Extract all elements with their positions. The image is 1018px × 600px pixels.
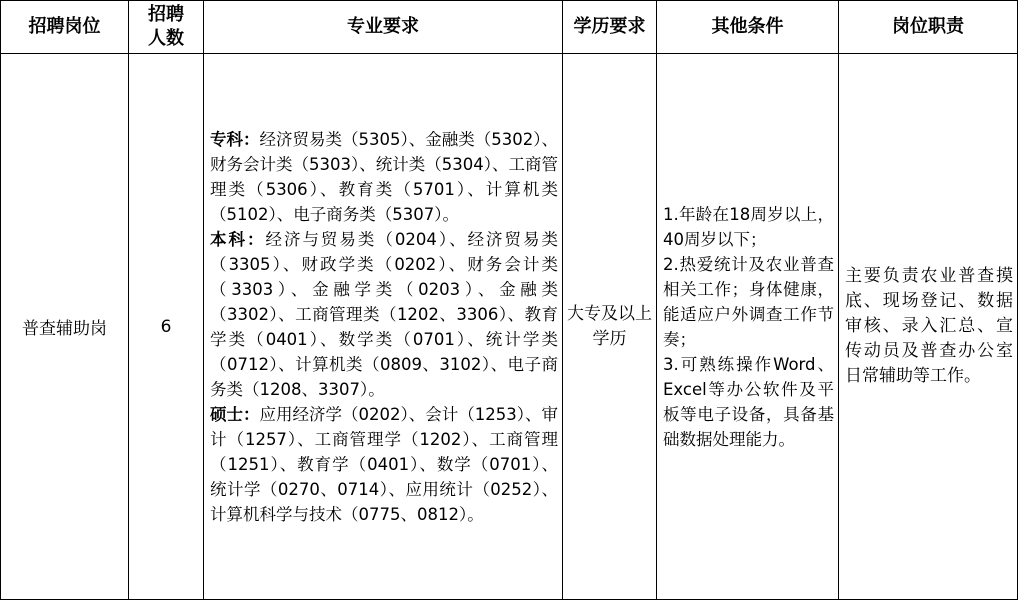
major-item: [210, 227, 558, 402]
header-major: 专业要求: [204, 1, 563, 54]
header-education: 学历要求: [563, 1, 657, 54]
cell-major: [204, 54, 563, 600]
major-text: 应用经济学（0202）、会计（1253）、审计（1257）、工商管理学（1202）、工商管理（1251）、教育学（0401）、数学（0701）、统计学（0270、0714）、应用统计（0252）、计算机科学与技术（0775、0812）。: [210, 404, 559, 524]
condition-item: 2.热爱统计及农业普查相关工作；身体健康，能适应户外调查工作节奏；: [663, 254, 834, 349]
header-other: 其他条件: [657, 1, 839, 54]
major-text: 经济贸易类（5305）、金融类（5302）、财务会计类（5303）、统计类（5304）、工商管理类（5306）、教育类（5701）、计算机类（5102）、电子商务类（5307）。: [210, 129, 559, 224]
major-item: [210, 402, 558, 527]
major-level-label: 硕士：: [210, 404, 260, 424]
major-level-label: 本科：: [210, 229, 266, 249]
cell-duty: 主要负责农业普查摸底、现场登记、数据审核、录入汇总、宣传动员及普查办公室日常辅助等工作。: [839, 54, 1018, 600]
major-text: 经济与贸易类（0204）、经济贸易类（3305）、财政学类（0202）、财务会计类（3303）、金融学类（0203）、金融类（3302）、工商管理类（1202、3306）、教育学类（0401）、数学类（0701）、统计学类（0712）、计算机类（0809、3102）、电子商务类（1208、3307）。: [210, 229, 559, 399]
cell-count: 6: [129, 54, 204, 600]
major-item: [210, 127, 558, 227]
header-count: [129, 1, 204, 54]
header-count-line2: 人数: [148, 28, 184, 49]
cell-post: 普查辅助岗: [1, 54, 129, 600]
cell-education: 大专及以上学历: [563, 54, 657, 600]
condition-item: 3.可熟练操作Word、Excel等办公软件及平板等电子设备，具备基础数据处理能力。: [663, 354, 834, 449]
cell-other-conditions: [657, 54, 839, 600]
major-level-label: 专科：: [210, 129, 260, 149]
header-duty: 岗位职责: [839, 1, 1018, 54]
header-post: 招聘岗位: [1, 1, 129, 54]
header-count-line1: 招聘: [148, 4, 184, 25]
table-row: [1, 54, 1018, 600]
header-row: [1, 1, 1018, 54]
condition-item: 1.年龄在18周岁以上，40周岁以下；: [663, 204, 834, 249]
